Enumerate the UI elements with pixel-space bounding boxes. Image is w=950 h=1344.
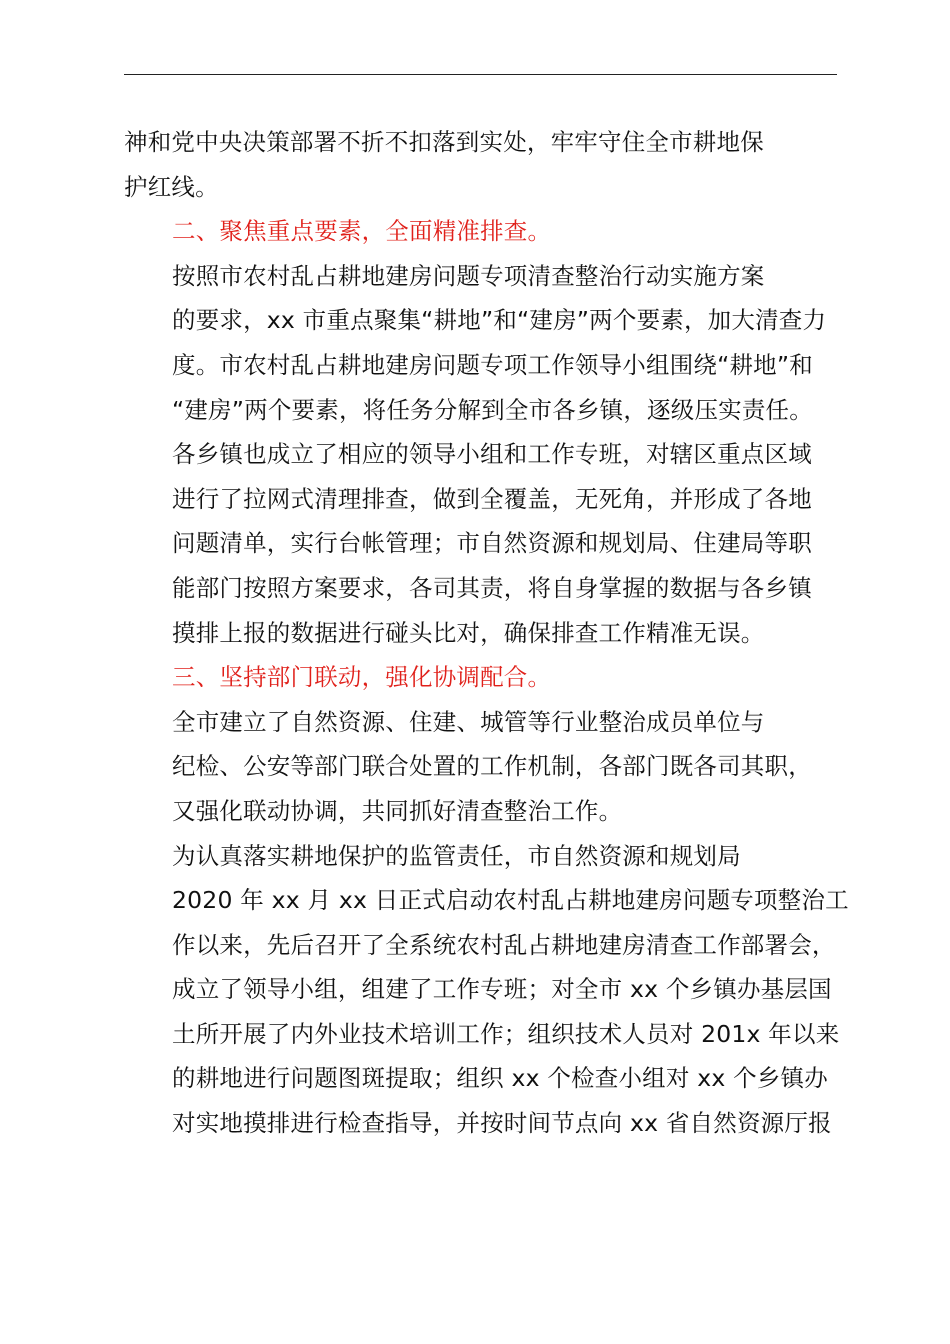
text-line: 土所开展了内外业技术培训工作；组织技术人员对 201x 年以来 (172, 1019, 840, 1048)
text-line: 全市建立了自然资源、住建、城管等行业整治成员单位与 (172, 707, 765, 736)
text-line: 2020 年 xx 月 xx 日正式启动农村乱占耕地建房问题专项整治工 (172, 886, 849, 915)
text-line: 按照市农村乱占耕地建房问题专项清查整治行动实施方案 (172, 261, 765, 290)
section-heading-2 (124, 209, 840, 254)
paragraph-continued (124, 120, 840, 209)
text-line: 问题清单，实行台帐管理；市自然资源和规划局、住建局等职 (172, 529, 812, 558)
text-line: 作以来，先后召开了全系统农村乱占耕地建房清查工作部署会， (172, 930, 836, 959)
heading-text: 三、坚持部门联动，强化协调配合。 (172, 663, 552, 692)
paragraph-body (124, 834, 849, 1146)
text-line: 纪检、公安等部门联合处置的工作机制，各部门既各司其职， (172, 752, 812, 781)
header-rule (124, 74, 837, 75)
text-line: 成立了领导小组，组建了工作专班；对全市 xx 个乡镇办基层国 (172, 975, 832, 1004)
heading-text: 二、聚焦重点要素，全面精准排查。 (172, 217, 552, 246)
text-line: 能部门按照方案要求，各司其责，将自身掌握的数据与各乡镇 (172, 573, 812, 602)
text-line: 又强化联动协调，共同抓好清查整治工作。 (172, 796, 623, 825)
paragraph-body (124, 700, 840, 834)
document-body (124, 120, 849, 1146)
text-line: 为认真落实耕地保护的监管责任，市自然资源和规划局 (172, 841, 741, 870)
text-line: 对实地摸排进行检查指导，并按时间节点向 xx 省自然资源厅报 (172, 1109, 832, 1138)
text-line: 的耕地进行问题图斑提取；组织 xx 个检查小组对 xx 个乡镇办 (172, 1064, 828, 1093)
text-line: 进行了拉网式清理排查，做到全覆盖，无死角，并形成了各地 (172, 484, 812, 513)
text-line: 神和党中央决策部署不折不扣落到实处，牢牢守住全市耕地保 (124, 128, 764, 156)
text-line: 护红线。 (124, 172, 219, 201)
text-line: 各乡镇也成立了相应的领导小组和工作专班，对辖区重点区域 (172, 440, 812, 469)
text-line: 摸排上报的数据进行碰头比对，确保排查工作精准无误。 (172, 618, 765, 647)
text-line: 的要求，xx 市重点聚集“耕地”和“建房”两个要素，加大清查力 (172, 306, 827, 335)
text-line: “建房”两个要素，将任务分解到全市各乡镇，逐级压实责任。 (172, 395, 813, 424)
text-line: 度。市农村乱占耕地建房问题专项工作领导小组围绕“耕地”和 (172, 350, 813, 379)
section-heading-3 (124, 655, 840, 700)
paragraph-body (124, 254, 840, 655)
